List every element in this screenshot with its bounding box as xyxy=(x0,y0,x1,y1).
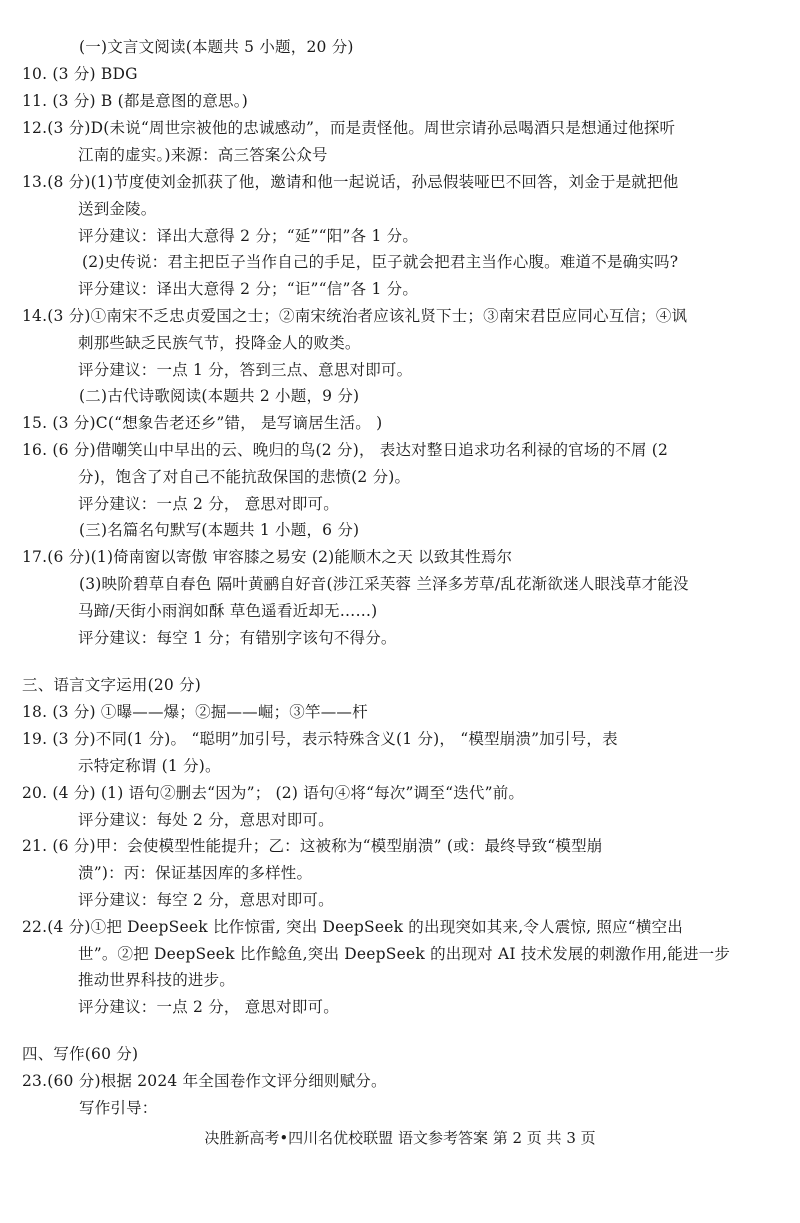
scoring-note-q14: 评分建议：一点 1 分，答到三点、意思对即可。 xyxy=(78,361,413,379)
section-heading-dictation: (三)名篇名句默写(本题共 1 小题，6 分) xyxy=(79,521,360,539)
answer-q23: 23.(60 分)根据 2024 年全国卷作文评分细则赋分。 xyxy=(22,1072,387,1090)
answer-q13-line1: 13.(8 分)(1)节度使刘金抓获了他，邀请和他一起说话，孙忌假装哑巴不回答，刘金于是就把他 xyxy=(22,173,679,191)
writing-guidance-label: 写作引导： xyxy=(79,1099,158,1117)
answer-q18: 18. (3 分) ①曝——爆；②掘——崛；③竿——杆 xyxy=(22,703,368,721)
answer-q17-line1: 17.(6 分)(1)倚南窗以寄傲 审容膝之易安 (2)能顺木之天 以致其性焉尔 xyxy=(22,548,513,566)
answer-q10: 10. (3 分) BDG xyxy=(22,65,138,83)
answer-q13-part2: (2)史传说：君主把臣子当作自己的手足，臣子就会把君主当作心腹。难道不是确实吗? xyxy=(82,253,679,271)
section-heading-classical-prose: (一)文言文阅读(本题共 5 小题，20 分) xyxy=(79,38,354,56)
answer-q16-line2: 分)，饱含了对自己不能抗敌保国的悲愤(2 分)。 xyxy=(78,468,411,486)
answer-q13-line2: 送到金陵。 xyxy=(78,200,157,218)
answer-q22-line1: 22.(4 分)①把 DeepSeek 比作惊雷, 突出 DeepSeek 的出现突如其来,令人震惊, 照应“横空出 xyxy=(22,918,684,936)
scoring-note-q13-1: 评分建议：译出大意得 2 分；“延”“阳”各 1 分。 xyxy=(78,227,419,245)
answer-q22-line3: 推动世界科技的进步。 xyxy=(78,971,236,989)
answer-q22-line2: 世”。②把 DeepSeek 比作鲶鱼,突出 DeepSeek 的出现对 AI 技术发展的刺激作用,能进一步 xyxy=(78,945,731,963)
answer-q21-line1: 21. (6 分)甲：会使模型性能提升；乙：这被称为“模型崩溃” (或：最终导致“模型崩 xyxy=(22,837,603,855)
section-heading-writing: 四、写作(60 分) xyxy=(22,1045,139,1063)
answer-q16-line1: 16. (6 分)借嘲笑山中早出的云、晚归的鸟(2 分)， 表达对整日追求功名利禄的官场的不屑 (2 xyxy=(22,441,669,459)
answer-q14-line1: 14.(3 分)①南宋不乏忠贞爱国之士；②南宋统治者应该礼贤下士；③南宋君臣应同心互信；④讽 xyxy=(22,307,688,325)
answer-q12-line2: 江南的虚实。)来源：高三答案公众号 xyxy=(78,146,328,164)
answer-q19-line2: 示特定称谓 (1 分)。 xyxy=(78,757,221,775)
answer-q17-line3: 马蹄/天街小雨润如酥 草色遥看近却无……) xyxy=(78,602,378,620)
scoring-note-q16: 评分建议：一点 2 分， 意思对即可。 xyxy=(78,495,339,513)
answer-q19-line1: 19. (3 分)不同(1 分)。 “聪明”加引号，表示特殊含义(1 分)， “模型崩溃”加引号，表 xyxy=(22,730,618,748)
answer-q11: 11. (3 分) B (都是意图的意思。) xyxy=(22,92,248,110)
page-footer: 决胜新高考•四川名优校联盟 语文参考答案 第 2 页 共 3 页 xyxy=(204,1129,596,1147)
scoring-note-q13-2: 评分建议：译出大意得 2 分；“讵”“信”各 1 分。 xyxy=(78,280,419,298)
scoring-note-q20: 评分建议：每处 2 分，意思对即可。 xyxy=(78,811,334,829)
scoring-note-q17: 评分建议：每空 1 分；有错别字该句不得分。 xyxy=(78,629,397,647)
section-heading-language-use: 三、语言文字运用(20 分) xyxy=(22,676,202,694)
answer-q14-line2: 刺那些缺乏民族气节，投降金人的败类。 xyxy=(78,334,361,352)
answer-q20: 20. (4 分) (1) 语句②删去“因为”； (2) 语句④将“每次”调至“迭代”前。 xyxy=(22,784,525,802)
scoring-note-q21: 评分建议：每空 2 分，意思对即可。 xyxy=(78,891,334,909)
answer-q17-line2: (3)映阶碧草自春色 隔叶黄鹂自好音(涉江采芙蓉 兰泽多芳草/乱花渐欲迷人眼浅草才能没 xyxy=(79,575,689,593)
scoring-note-q22: 评分建议：一点 2 分， 意思对即可。 xyxy=(78,998,339,1016)
answer-q15: 15. (3 分)C(“想象告老还乡”错， 是写谪居生活。 ) xyxy=(22,414,383,432)
answer-q12-line1: 12.(3 分)D(未说“周世宗被他的忠诚感动”，而是责怪他。周世宗请孙忌喝酒只是想通过他探听 xyxy=(22,119,676,137)
answer-q21-line2: 溃”)：丙：保证基因库的多样性。 xyxy=(78,864,313,882)
section-heading-poetry: (二)古代诗歌阅读(本题共 2 小题，9 分) xyxy=(79,387,360,405)
